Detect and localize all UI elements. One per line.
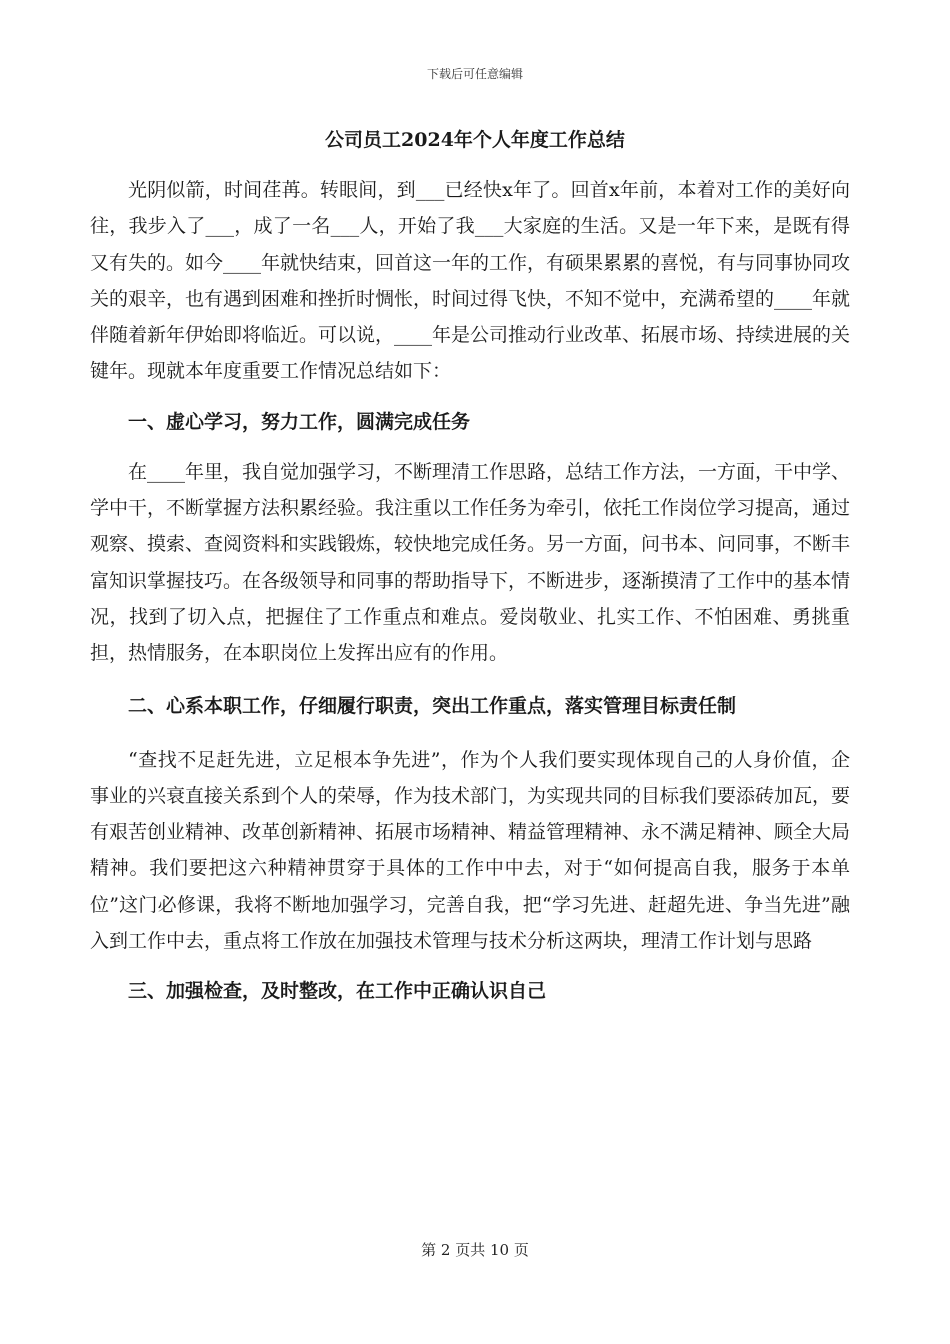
- section-paragraph-2: “查找不足赶先进，立足根本争先进”，作为个人我们要实现体现自己的人身价值，企事业的兴衰直接关系到个人的荣辱，作为技术部门，为实现共同的目标我们要添砖加瓦，要有艰苦创业精神、改革创新精神、拓展市场精神、精益管理精神、永不满足精神、顾全大局精神。我们要把这六种精神贯穿于具体的工作中中去，对于“如何提高自我，服务于本单位”这门必修课，我将不断地加强学习，完善自我，把“学习先进、赶超先进、争当先进”融入到工作中去，重点将工作放在加强技术管理与技术分析这两块，理清工作计划与思路: [90, 748, 851, 953]
- section-heading-2: 二、心系本职工作，仔细履行职责，突出工作重点，落实管理目标责任制: [128, 694, 737, 717]
- page-number: 第 2 页共 10 页: [421, 1241, 529, 1259]
- document-title: 公司员工2024年个人年度工作总结: [325, 129, 625, 151]
- intro-paragraph: 光阴似箭，时间荏苒。转眼间，到___已经快x年了。回首x年前，本着对工作的美好向往，我步入了___，成了一名___人，开始了我___大家庭的生活。又是一年下来，是既有得又有失的。如今____年就快结束，回首这一年的工作，有硕果累累的喜悦，有与同事协同攻关的艰辛，也有遇到困难和挫折时惆怅，时间过得飞快，不知不觉中，充满希望的____年就伴随着新年伊始即将临近。可以说，____年是公司推动行业改革、拓展市场、持续进展的关键年。现就本年度重要工作情况总结如下：: [90, 179, 851, 383]
- document-body: [90, 172, 850, 1009]
- page-header-note: 下载后可任意编辑: [426, 67, 523, 81]
- section-heading-1: 一、虚心学习，努力工作，圆满完成任务: [128, 410, 471, 433]
- section-paragraph-1: 在____年里，我自觉加强学习，不断理清工作思路，总结工作方法，一方面，干中学、学中干，不断掌握方法积累经验。我注重以工作任务为牵引，依托工作岗位学习提高，通过观察、摸索、查阅资料和实践锻炼，较快地完成任务。另一方面，问书本、问同事，不断丰富知识掌握技巧。在各级领导和同事的帮助指导下，不断进步，逐渐摸清了工作中的基本情况，找到了切入点，把握住了工作重点和难点。爱岗敬业、扎实工作、不怕困难、勇挑重担，热情服务，在本职岗位上发挥出应有的作用。: [90, 460, 851, 665]
- section-heading-3: 三、加强检查，及时整改，在工作中正确认识自己: [128, 980, 547, 1003]
